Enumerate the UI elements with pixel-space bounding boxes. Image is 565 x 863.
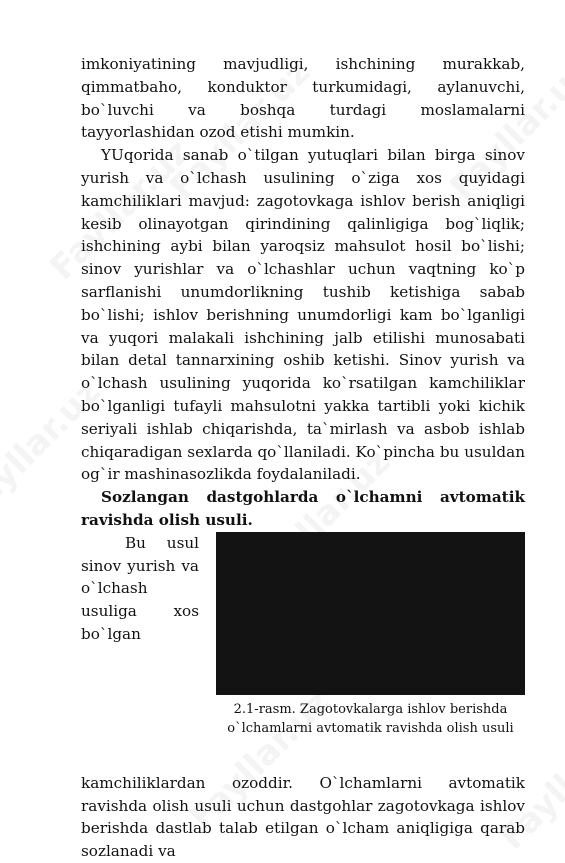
section-heading: Sozlangan dastgohlarda o`lchamni avtomatik ravishda olish usuli. (81, 488, 525, 529)
caption-line-1: 2.1-rasm. Zagotovkalarga ishlov berishda (233, 701, 508, 717)
paragraph-side: Bu usul sinov yurish va o`lchash usuliga xos bo`lgan (81, 533, 199, 643)
paragraph-intro: imkoniyatining mavjudligi, ishchining murakkab, qimmatbaho, konduktor turkumidagi, aylanuvchi, bo`luvchi va boshqa turdagi moslamalarni tayyorlashidan ozod etishi mumkin. (81, 55, 525, 142)
figure-row (81, 532, 525, 740)
paragraph-drawbacks: YUqorida sanab o`tilgan yutuqlari bilan birga sinov yurish va o`lchash usulining o`ziga xos quyidagi kamchiliklari mavjud: zagotovkaga ishlov berish aniqligi kesib olinayotgan qirindining qalinligiga bog`liqlik; ishchining aybi bilan yaroqsiz mahsulot hosil bo`lishi; sinov yurishlar va o`lchashlar uchun vaqtning ko`p sarflanishi unumdorlikning tushib ketishiga sabab bo`lishi; ishlov berishning unumdorligi kam bo`lganligi va yuqori malakali ishchining jalb etilishi munosabati bilan detal tannarxining oshib ketishi. Sinov yurish va o`lchash usulining yuqorida ko`rsatilgan kamchiliklar bo`lganligi tufayli mahsulotni yakka tartibli yoki kichik seriyali ishlab chiqarishda, ta`mirlash va asbob ishlab chiqaradigan sexlarda qo`llaniladi. Ko`pincha bu usuldan og`ir mashinasozlikda foydalaniladi. (81, 146, 525, 484)
caption-line-2: o`lchamlarni avtomatik ravishda olish usuli (227, 720, 514, 736)
figure-image (216, 532, 525, 695)
side-text (81, 532, 199, 646)
paragraph-continuation: kamchiliklardan ozoddir. O`lchamlarni avtomatik ravishda olish usuli uchun dastgohlar zagotovkaga ishlov berishda dastlab talab etilgan o`lcham aniqligiga qarab sozlanadi va (81, 773, 525, 861)
document-page (81, 53, 525, 863)
figure-caption (216, 700, 525, 738)
